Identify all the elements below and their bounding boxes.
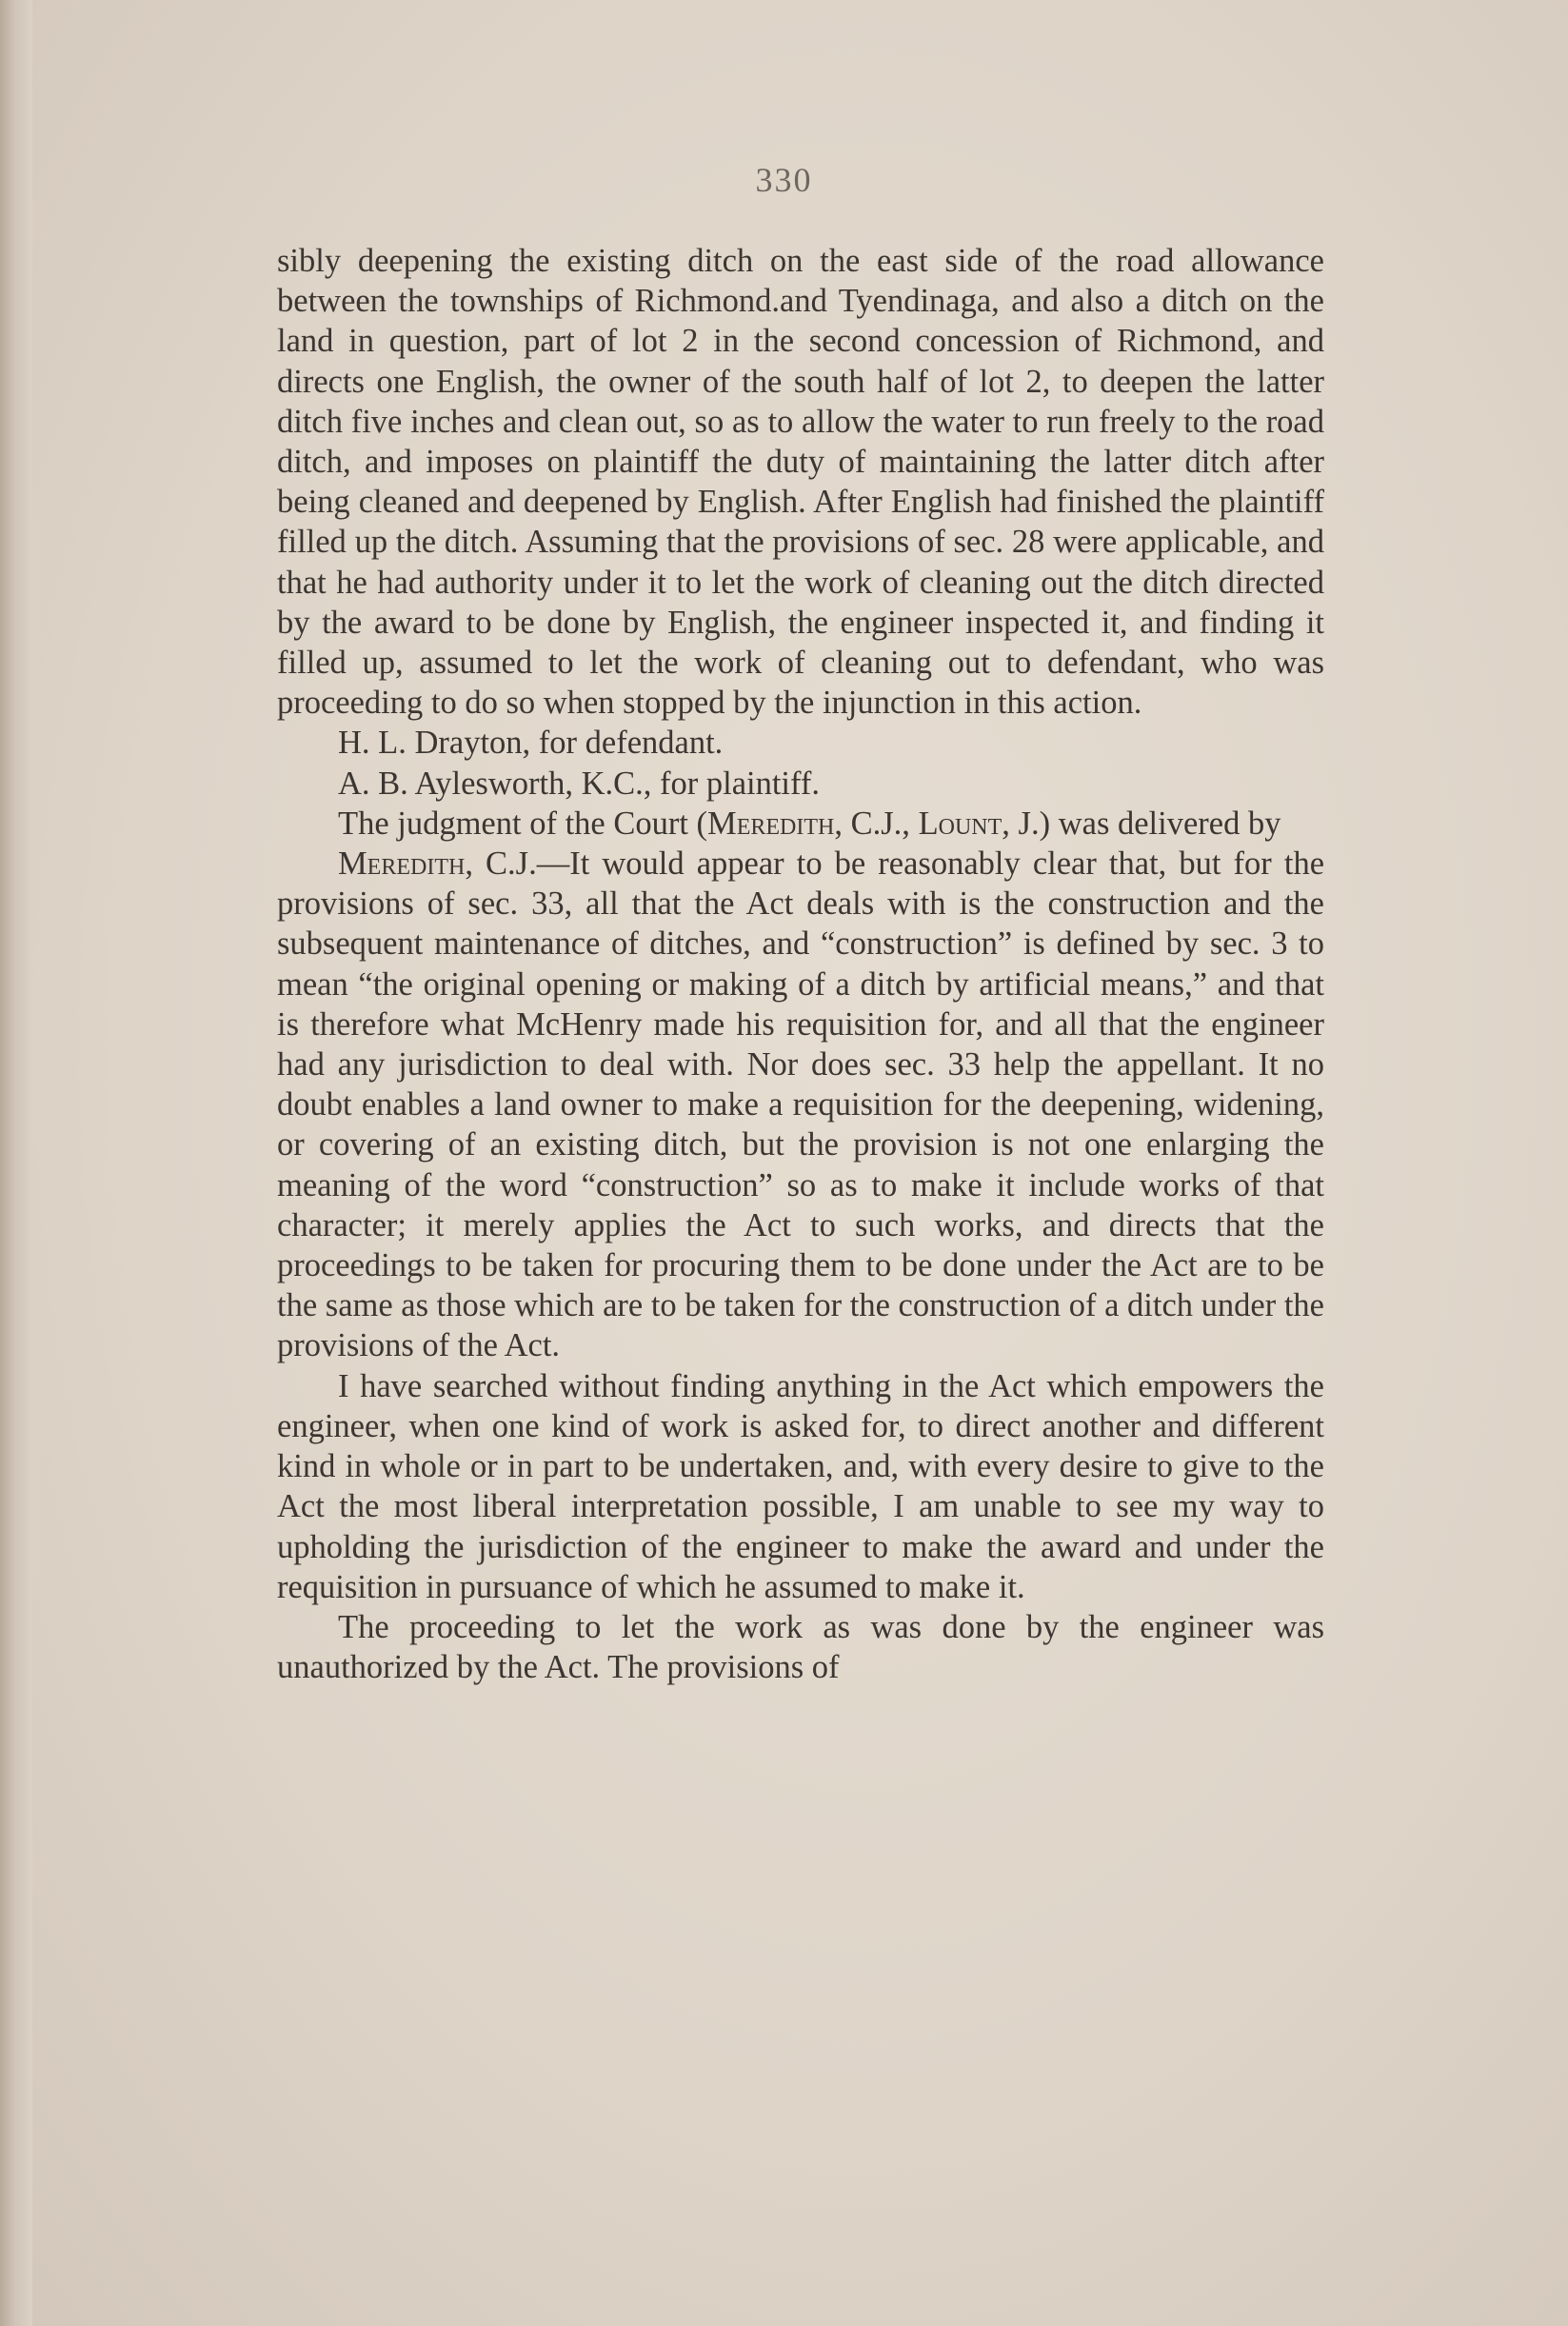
- judgment-intro-before: The judgment of the Court (: [338, 805, 708, 842]
- judgment-intro-middle: , C.J.,: [834, 805, 919, 842]
- counsel-plaintiff: A. B. Aylesworth, K.C., for plaintiff.: [338, 765, 820, 802]
- opinion-author: Meredith: [338, 845, 466, 883]
- opinion-author-suffix: , C.J.: [465, 845, 537, 883]
- page-number: 330: [755, 161, 813, 199]
- judge-name-lount: Lount: [918, 805, 1002, 842]
- body-text: [277, 241, 1324, 1687]
- counsel-defendant: H. L. Drayton, for defendant.: [338, 725, 724, 762]
- opening-paragraph: sibly deepening the existing ditch on the east side of the road allowance between the townships of Richmond.and Tyendinaga, and also a ditch on the land in question, part of lot 2 in the second concession of Richmond, and directs one English, the owner of the south half of lot 2, to deepen the latter ditch five inches and clean out, so as to allow the water to run freely to the road ditch, and imposes on plaintiff the duty of maintaining the latter ditch after being cleaned and deepened by English. After English had finished the plaintiff filled up the ditch. Assuming that the provisions of sec. 28 were applicable, and that he had authority under it to let the work of cleaning out the ditch directed by the award to be done by English, the engineer inspected it, and finding it filled up, assumed to let the work of cleaning out to defendant, who was proceeding to do so when stopped by the injunction in this action.: [277, 243, 1324, 722]
- judgment-intro: [277, 804, 1324, 844]
- judgment-intro-after: , J.) was delivered by: [1002, 805, 1281, 842]
- opinion-text: —It would appear to be reasonably clear that, but for the provisions of sec. 33, all that the Act deals with is the construction and the subsequent maintenance of ditches, and “construction” is defined by sec. 3 to mean “the original opening or making of a ditch by artificial means,” and that is therefore what McHenry made his requisition for, and all that the engineer had any jurisdiction to deal with. Nor does sec. 33 help the appellant. It no doubt enables a land owner to make a requisition for the deepening, widening, or covering of an existing ditch, but the provision is not one enlarging the meaning of the word “construction” so as to make it include works of that character; it merely applies the Act to such works, and directs that the proceedings to be taken for procuring them to be done under the Act are to be the same as those which are to be taken for the construction of a ditch under the provisions of the Act.: [277, 845, 1325, 1364]
- judge-name-meredith: Meredith: [707, 805, 835, 842]
- opinion-paragraph: [277, 844, 1324, 1366]
- searched-paragraph: I have searched without finding anything in the Act which empowers the engineer, when one kind of work is asked for, to direct another and different kind in whole or in part to be undertaken, and, with every desire to give to the Act the most liberal interpretation possible, I am unable to see my way to upholding the jurisdiction of the engineer to make the award and under the requisition in pursuance of which he assumed to make it.: [277, 1367, 1324, 1605]
- final-paragraph: The proceeding to let the work as was done by the engineer was unauthorized by the Act. The provisions of: [277, 1608, 1324, 1686]
